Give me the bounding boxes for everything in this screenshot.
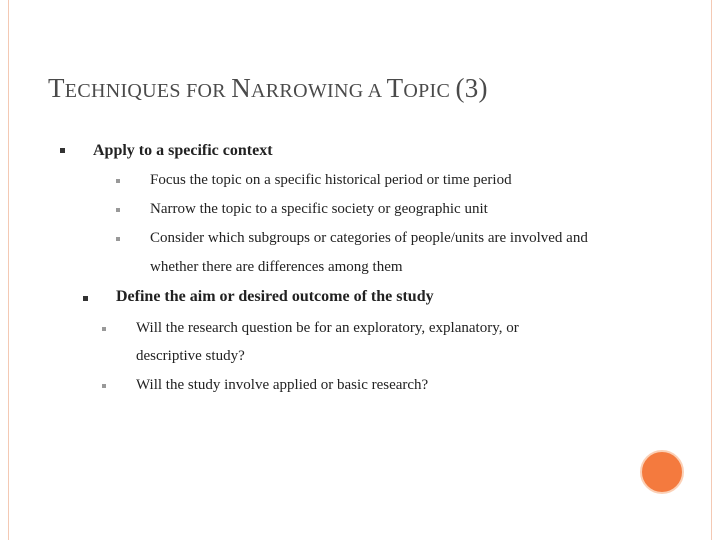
bullet-icon [60, 148, 65, 153]
bullet-icon [116, 179, 120, 183]
slide-title: TECHNIQUES FOR NARROWING A TOPIC (3) [48, 73, 488, 103]
bullet-icon [102, 384, 106, 388]
bullet-icon [116, 208, 120, 212]
bullet-icon [83, 296, 88, 301]
sub-point-continuation: descriptive study? [136, 348, 245, 364]
sub-point: Consider which subgroups or categories of people/units are involved and [150, 230, 588, 246]
sub-point: Focus the topic on a specific historical period or time period [150, 172, 512, 188]
sub-point: Narrow the topic to a specific society or geographic unit [150, 201, 488, 217]
sub-point: Will the study involve applied or basic research? [136, 377, 429, 393]
bullet-icon [116, 237, 120, 241]
decorative-circle [640, 450, 684, 494]
right-border-line [711, 0, 712, 540]
point-heading: Define the aim or desired outcome of the study [116, 288, 434, 305]
left-border-line [8, 0, 9, 540]
bullet-icon [102, 327, 106, 331]
sub-point-continuation: whether there are differences among them [150, 259, 403, 275]
sub-point: Will the research question be for an exploratory, explanatory, or [136, 320, 519, 336]
point-heading: Apply to a specific context [93, 142, 273, 159]
